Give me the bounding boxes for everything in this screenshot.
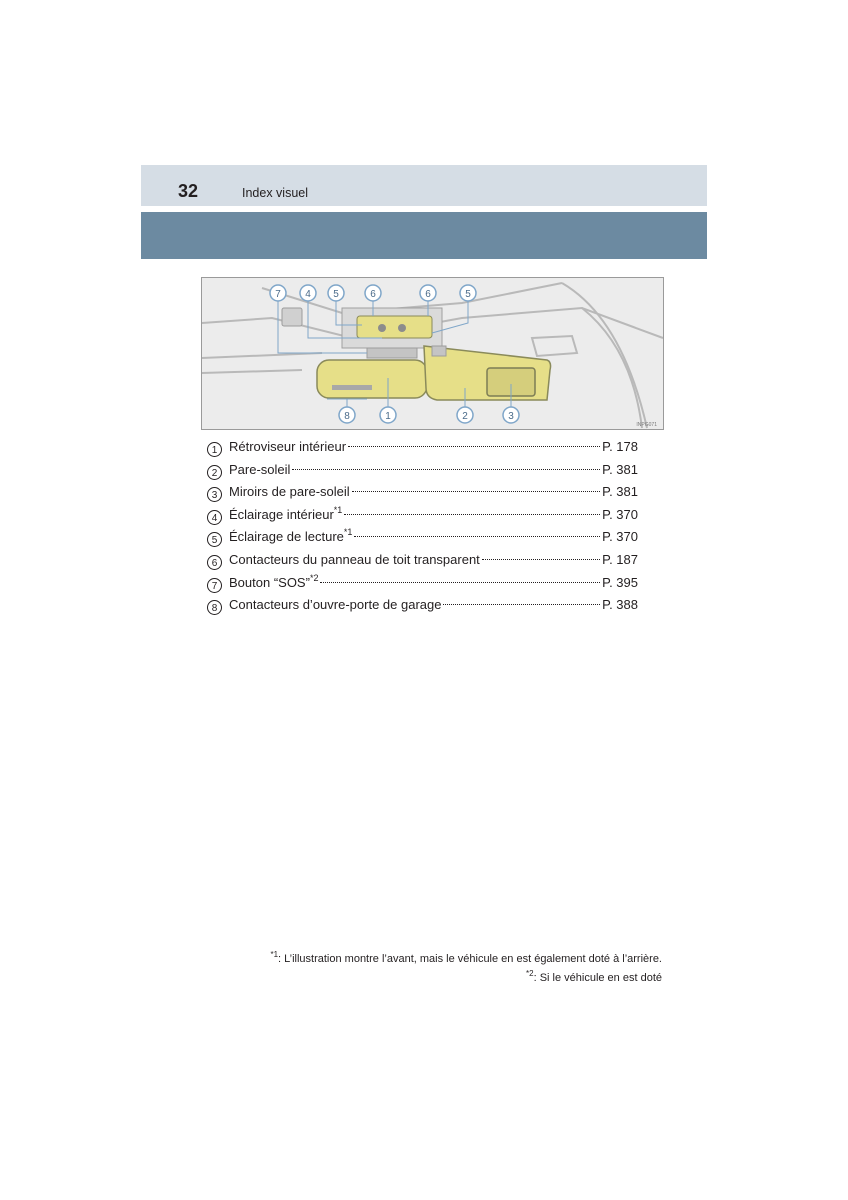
sos-switch-panel bbox=[282, 308, 302, 326]
footnote-1 bbox=[270, 950, 662, 969]
leader-dots bbox=[482, 559, 600, 560]
item-label: Éclairage intérieur bbox=[229, 506, 334, 522]
leader-dots bbox=[354, 536, 600, 537]
callout-label-3: 3 bbox=[508, 411, 514, 422]
footnote-mark: *2 bbox=[309, 572, 319, 583]
list-item bbox=[207, 436, 638, 459]
header-band bbox=[141, 165, 707, 206]
illustration-code: INPG071 bbox=[636, 422, 657, 428]
page-reference[interactable]: P. 187 bbox=[602, 551, 638, 567]
leader-dots bbox=[344, 514, 600, 515]
leader-dots bbox=[292, 469, 600, 470]
callout-label-2: 2 bbox=[462, 411, 468, 422]
page-reference[interactable]: P. 381 bbox=[602, 484, 638, 500]
callout-label-7: 7 bbox=[275, 289, 281, 300]
item-number: 3 bbox=[207, 487, 222, 502]
footnote-1-mark: *1 bbox=[270, 950, 279, 959]
callout-label-6b: 6 bbox=[425, 289, 431, 300]
footnote-2 bbox=[270, 969, 662, 988]
item-label: Contacteurs d’ouvre-porte de garage bbox=[229, 597, 442, 613]
page-number: 32 bbox=[178, 181, 199, 201]
list-item bbox=[207, 459, 638, 482]
footnote-1-text: : L’illustration montre l’avant, mais le véhicule en est également doté à l’arrière. bbox=[278, 953, 662, 965]
callout-label-6: 6 bbox=[370, 289, 376, 300]
section-title: Index visuel bbox=[242, 186, 309, 200]
footnote-mark: *1 bbox=[333, 504, 343, 515]
leader-dots bbox=[320, 582, 600, 583]
list-item bbox=[207, 549, 638, 572]
page-reference[interactable]: P. 370 bbox=[602, 529, 638, 545]
interior-illustration bbox=[201, 277, 664, 430]
page-reference[interactable]: P. 395 bbox=[602, 574, 638, 590]
list-item bbox=[207, 504, 638, 527]
title-band bbox=[141, 212, 707, 259]
item-number: 2 bbox=[207, 465, 222, 480]
item-label: Contacteurs du panneau de toit transparent bbox=[229, 551, 480, 567]
callout-label-5: 5 bbox=[333, 289, 339, 300]
item-number: 1 bbox=[207, 442, 222, 457]
list-item bbox=[207, 481, 638, 504]
item-number: 7 bbox=[207, 578, 222, 593]
item-number: 6 bbox=[207, 555, 222, 570]
callout-label-4: 4 bbox=[305, 289, 311, 300]
leader-dots bbox=[348, 446, 600, 447]
footnotes bbox=[270, 950, 662, 988]
item-label: Rétroviseur intérieur bbox=[229, 439, 347, 454]
page-reference[interactable]: P. 370 bbox=[602, 506, 638, 522]
rear-view-mirror bbox=[317, 360, 427, 398]
callout-label-8: 8 bbox=[344, 411, 350, 422]
item-number: 5 bbox=[207, 532, 222, 547]
item-label: Pare-soleil bbox=[229, 461, 291, 477]
item-label: Éclairage de lecture bbox=[229, 529, 344, 545]
footnote-2-mark: *2 bbox=[526, 969, 534, 978]
footnote-2-text: : Si le véhicule en est doté bbox=[533, 972, 662, 984]
footnote-mark: *1 bbox=[343, 527, 353, 538]
page-reference[interactable]: P. 381 bbox=[602, 461, 638, 477]
leader-dots bbox=[443, 604, 600, 605]
callout-label-1: 1 bbox=[385, 411, 391, 422]
callout-label-5b: 5 bbox=[465, 289, 471, 300]
list-item bbox=[207, 594, 638, 617]
page-reference[interactable]: P. 388 bbox=[602, 597, 638, 613]
leader-dots bbox=[352, 491, 600, 492]
garage-door-buttons bbox=[332, 385, 372, 390]
index-list bbox=[207, 436, 638, 617]
page-reference[interactable]: P. 178 bbox=[602, 439, 638, 454]
item-label: Miroirs de pare-soleil bbox=[229, 484, 350, 500]
item-number: 4 bbox=[207, 510, 222, 525]
item-number: 8 bbox=[207, 600, 222, 615]
list-item bbox=[207, 526, 638, 549]
list-item bbox=[207, 572, 638, 595]
item-label: Bouton “SOS” bbox=[229, 574, 310, 590]
